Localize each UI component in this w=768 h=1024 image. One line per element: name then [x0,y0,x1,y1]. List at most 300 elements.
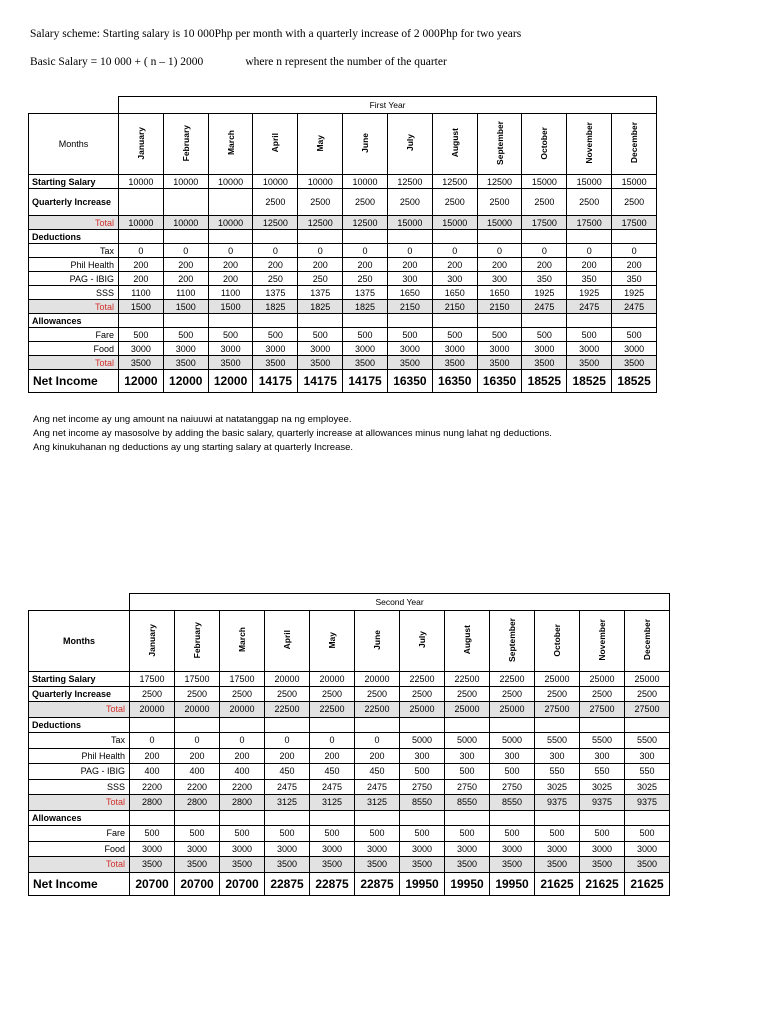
value-cell: 10000 [298,175,343,189]
value-cell: 200 [119,272,164,286]
value-cell: 5000 [490,733,535,749]
value-cell: 8550 [400,795,445,811]
value-cell: 15000 [387,216,432,230]
row-label: Starting Salary [29,175,119,189]
value-cell: 2500 [625,687,670,702]
blank-cell [253,230,298,244]
value-cell: 2475 [612,300,657,314]
value-cell: 3000 [119,342,164,356]
value-cell: 12500 [343,216,388,230]
month-header [220,611,265,672]
value-cell: 2800 [175,795,220,811]
blank-cell [343,314,388,328]
month-label: July [404,134,415,152]
value-cell: 450 [265,764,310,780]
pag-ibig-row [29,272,657,286]
value-cell: 17500 [130,672,175,687]
blank-cell [625,810,670,826]
value-cell: 500 [175,826,220,842]
value-cell: 12500 [477,175,522,189]
value-cell: 3000 [612,342,657,356]
value-cell: 0 [522,244,567,258]
value-cell: 2800 [130,795,175,811]
formula-where-text: where n represent the number of the quarter [245,56,447,68]
month-header [400,611,445,672]
value-cell: 2500 [580,687,625,702]
row-label: Allowances [29,810,130,826]
formula-text: Basic Salary = 10 000 + ( n – 1) 2000 [30,56,204,68]
value-cell: 0 [208,244,253,258]
row-label: PAG - IBIG [29,764,130,780]
value-cell: 1375 [343,286,388,300]
value-cell: 22875 [355,872,400,895]
month-label: December [642,619,653,661]
value-cell: 16350 [432,370,477,393]
value-cell: 12500 [387,175,432,189]
value-cell: 500 [208,328,253,342]
value-cell: 10000 [208,175,253,189]
value-cell: 300 [625,748,670,764]
value-cell: 9375 [580,795,625,811]
value-cell: 500 [445,826,490,842]
value-cell: 200 [130,748,175,764]
blank-cell [265,810,310,826]
value-cell: 12000 [208,370,253,393]
value-cell: 16350 [477,370,522,393]
row-label: Fare [29,826,130,842]
value-cell: 400 [130,764,175,780]
value-cell: 3000 [208,342,253,356]
value-cell: 3500 [580,857,625,873]
value-cell: 1650 [477,286,522,300]
value-cell: 2500 [612,189,657,216]
row-label: Food [29,342,119,356]
value-cell: 10000 [343,175,388,189]
blank-cell [343,230,388,244]
value-cell: 22500 [400,672,445,687]
month-header [567,114,612,175]
value-cell: 300 [432,272,477,286]
value-cell: 500 [119,328,164,342]
value-cell: 3500 [163,356,208,370]
value-cell: 22875 [265,872,310,895]
value-cell: 3500 [490,857,535,873]
month-header [490,611,535,672]
value-cell: 3000 [355,841,400,857]
month-header [298,114,343,175]
value-cell: 12500 [253,216,298,230]
value-cell: 2500 [130,687,175,702]
value-cell: 3500 [445,857,490,873]
value-cell: 3500 [343,356,388,370]
value-cell: 18525 [612,370,657,393]
blank-cell [163,230,208,244]
value-cell: 2500 [522,189,567,216]
value-cell: 200 [163,272,208,286]
row-label: Deductions [29,717,130,733]
value-cell: 550 [625,764,670,780]
food-row [29,342,657,356]
value-cell: 3500 [625,857,670,873]
month-label: February [192,621,202,659]
blank-cell [612,314,657,328]
value-cell: 350 [567,272,612,286]
value-cell: 1825 [253,300,298,314]
allowances-section-row [29,314,657,328]
month-label: October [539,126,550,160]
value-cell: 2750 [445,779,490,795]
value-cell [163,189,208,216]
blank-cell [265,717,310,733]
value-cell: 0 [119,244,164,258]
month-header [387,114,432,175]
value-cell: 25000 [400,702,445,718]
value-cell: 21625 [535,872,580,895]
deductions-section-row [29,230,657,244]
month-label: May [327,631,337,649]
value-cell: 27500 [580,702,625,718]
value-cell: 200 [208,258,253,272]
value-cell: 2150 [387,300,432,314]
value-cell: 3500 [387,356,432,370]
month-header [130,611,175,672]
value-cell: 1825 [343,300,388,314]
value-cell: 350 [522,272,567,286]
month-label: August [462,625,472,655]
value-cell: 200 [253,258,298,272]
value-cell: 3500 [535,857,580,873]
value-cell: 25000 [535,672,580,687]
value-cell: 10000 [119,175,164,189]
row-label: Tax [29,244,119,258]
value-cell: 500 [163,328,208,342]
value-cell: 15000 [567,175,612,189]
value-cell: 500 [477,328,522,342]
value-cell: 500 [343,328,388,342]
month-label: December [629,122,640,164]
value-cell: 550 [535,764,580,780]
value-cell: 14175 [253,370,298,393]
tax-row [29,244,657,258]
value-cell: 12500 [298,216,343,230]
value-cell: 2200 [175,779,220,795]
month-label: June [372,630,382,650]
blank-cell [580,717,625,733]
value-cell: 2500 [567,189,612,216]
pag-ibig-row [29,764,670,780]
blank-cell [220,717,265,733]
value-cell: 3000 [298,342,343,356]
value-cell: 300 [490,748,535,764]
notes [33,413,552,455]
value-cell: 200 [175,748,220,764]
month-header [580,611,625,672]
value-cell: 10000 [163,175,208,189]
value-cell: 17500 [567,216,612,230]
blank-cell [253,314,298,328]
blank-cell [387,230,432,244]
month-label: November [584,122,595,164]
value-cell: 20700 [175,872,220,895]
value-cell: 2475 [355,779,400,795]
blank-cell [130,810,175,826]
value-cell: 200 [522,258,567,272]
value-cell: 500 [310,826,355,842]
value-cell: 5000 [400,733,445,749]
value-cell: 22875 [310,872,355,895]
fare-row [29,826,670,842]
blank-cell [477,314,522,328]
value-cell: 300 [535,748,580,764]
blank-cell [490,810,535,826]
value-cell: 2150 [432,300,477,314]
salary-total-row [29,702,670,718]
value-cell: 10000 [163,216,208,230]
value-cell: 3000 [220,841,265,857]
value-cell: 0 [477,244,522,258]
value-cell: 3000 [130,841,175,857]
value-cell: 21625 [580,872,625,895]
value-cell: 3000 [343,342,388,356]
value-cell: 2500 [175,687,220,702]
value-cell: 19950 [445,872,490,895]
value-cell: 1500 [163,300,208,314]
value-cell: 21625 [625,872,670,895]
value-cell: 500 [445,764,490,780]
value-cell: 3025 [625,779,670,795]
month-header [175,611,220,672]
value-cell: 300 [445,748,490,764]
month-header [612,114,657,175]
month-header [432,114,477,175]
row-label: Total [29,216,119,230]
value-cell: 1925 [612,286,657,300]
net-income-row [29,872,670,895]
value-cell: 3125 [355,795,400,811]
blank-cell [163,314,208,328]
value-cell: 5500 [580,733,625,749]
value-cell: 3000 [445,841,490,857]
value-cell: 22500 [265,702,310,718]
row-label: SSS [29,779,130,795]
value-cell: 2500 [535,687,580,702]
value-cell: 17500 [220,672,265,687]
value-cell: 25000 [580,672,625,687]
sss-row [29,286,657,300]
month-header [163,114,208,175]
value-cell: 1100 [119,286,164,300]
value-cell: 17500 [612,216,657,230]
value-cell: 9375 [535,795,580,811]
value-cell: 3500 [567,356,612,370]
net-income-row [29,370,657,393]
month-header [522,114,567,175]
month-header [625,611,670,672]
scheme-description: Salary scheme: Starting salary is 10 000Php per month with a quarterly increase of 2 000Php for two years [30,28,522,40]
blank-cell [445,810,490,826]
value-cell: 10000 [119,216,164,230]
value-cell: 3500 [175,857,220,873]
blank-cell [355,717,400,733]
value-cell: 0 [265,733,310,749]
value-cell: 2500 [253,189,298,216]
month-label: January [135,126,146,160]
value-cell: 27500 [535,702,580,718]
value-cell: 3500 [298,356,343,370]
value-cell: 2475 [265,779,310,795]
month-label: August [449,128,460,158]
value-cell: 14175 [343,370,388,393]
value-cell: 3000 [625,841,670,857]
value-cell: 2475 [522,300,567,314]
blank-cell [580,810,625,826]
food-row [29,841,670,857]
blank-cell [29,594,130,611]
value-cell: 22500 [355,702,400,718]
value-cell: 5500 [625,733,670,749]
value-cell: 17500 [175,672,220,687]
value-cell: 200 [477,258,522,272]
value-cell: 15000 [432,216,477,230]
value-cell: 20000 [175,702,220,718]
value-cell: 3000 [567,342,612,356]
value-cell: 3000 [522,342,567,356]
row-label: Quarterly Increase [29,189,119,216]
value-cell: 8550 [445,795,490,811]
table-title: First Year [119,97,657,114]
value-cell: 1650 [432,286,477,300]
month-header [265,611,310,672]
month-label: June [360,133,371,153]
value-cell: 2500 [298,189,343,216]
value-cell: 500 [625,826,670,842]
basic-salary-formula [30,56,447,68]
value-cell: 5000 [445,733,490,749]
blank-cell [535,810,580,826]
row-label: Phil Health [29,748,130,764]
blank-cell [567,230,612,244]
value-cell: 450 [355,764,400,780]
blank-cell [298,230,343,244]
value-cell: 20000 [220,702,265,718]
blank-cell [477,230,522,244]
value-cell: 15000 [522,175,567,189]
value-cell: 25000 [445,702,490,718]
row-label: Food [29,841,130,857]
row-label: Quarterly Increase [29,687,130,702]
blank-cell [567,314,612,328]
value-cell: 20000 [130,702,175,718]
value-cell: 3125 [265,795,310,811]
value-cell: 3500 [220,857,265,873]
months-header-row [29,114,657,175]
value-cell: 15000 [612,175,657,189]
value-cell: 14175 [298,370,343,393]
deductions-total-row [29,795,670,811]
value-cell: 15000 [477,216,522,230]
value-cell: 2500 [265,687,310,702]
value-cell: 10000 [253,175,298,189]
month-header [253,114,298,175]
allowances-total-row [29,857,670,873]
value-cell: 20000 [310,672,355,687]
value-cell: 200 [612,258,657,272]
month-header [535,611,580,672]
value-cell: 2500 [387,189,432,216]
value-cell: 200 [220,748,265,764]
value-cell: 3000 [477,342,522,356]
value-cell: 0 [253,244,298,258]
month-label: September [507,618,517,662]
value-cell: 3000 [432,342,477,356]
blank-cell [400,810,445,826]
value-cell: 12500 [432,175,477,189]
value-cell: 0 [612,244,657,258]
month-header [310,611,355,672]
row-label: Total [29,300,119,314]
month-header [355,611,400,672]
value-cell: 2500 [343,189,388,216]
blank-cell [387,314,432,328]
value-cell: 1500 [119,300,164,314]
value-cell: 200 [567,258,612,272]
value-cell: 0 [432,244,477,258]
value-cell: 200 [343,258,388,272]
blank-cell [432,230,477,244]
value-cell: 3125 [310,795,355,811]
value-cell: 200 [163,258,208,272]
value-cell: 0 [298,244,343,258]
value-cell: 3500 [130,857,175,873]
value-cell: 0 [310,733,355,749]
value-cell: 12000 [163,370,208,393]
value-cell: 200 [265,748,310,764]
second-year-salary-table [28,593,670,896]
month-label: April [282,630,292,650]
value-cell: 500 [298,328,343,342]
value-cell: 300 [477,272,522,286]
value-cell [119,189,164,216]
blank-cell [208,314,253,328]
value-cell: 550 [580,764,625,780]
value-cell: 3025 [535,779,580,795]
value-cell: 3500 [253,356,298,370]
value-cell: 1375 [253,286,298,300]
row-label: Total [29,702,130,718]
value-cell: 500 [580,826,625,842]
value-cell: 250 [298,272,343,286]
blank-cell [29,97,119,114]
value-cell: 2500 [490,687,535,702]
fare-row [29,328,657,342]
value-cell: 3500 [477,356,522,370]
title-row [29,594,670,611]
value-cell: 0 [130,733,175,749]
value-cell: 22500 [490,672,535,687]
blank-cell [612,230,657,244]
value-cell: 8550 [490,795,535,811]
blank-cell [400,717,445,733]
value-cell: 250 [343,272,388,286]
value-cell: 0 [355,733,400,749]
value-cell: 2150 [477,300,522,314]
blank-cell [490,717,535,733]
value-cell: 5500 [535,733,580,749]
value-cell: 3000 [253,342,298,356]
value-cell: 3500 [522,356,567,370]
value-cell: 10000 [208,216,253,230]
month-label: January [147,623,157,657]
